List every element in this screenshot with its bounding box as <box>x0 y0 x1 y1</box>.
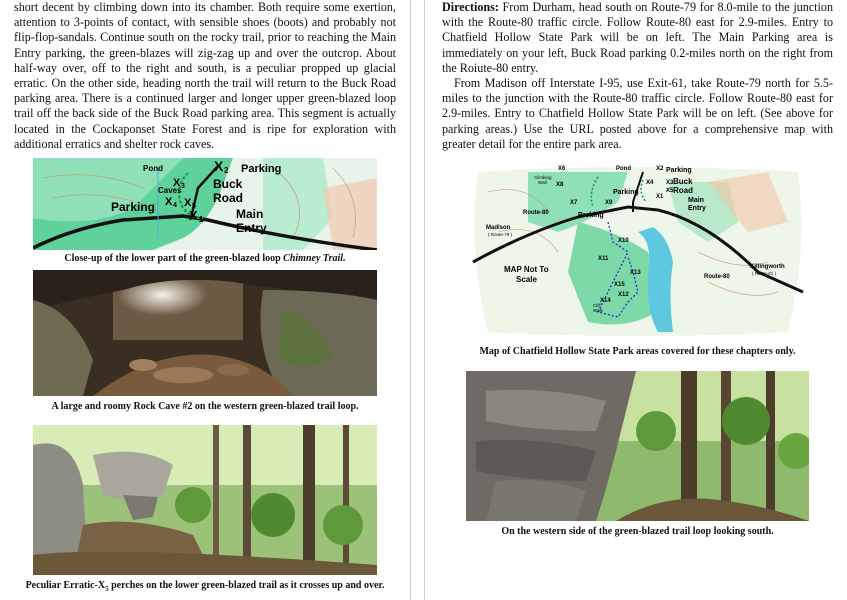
directions-paragraph <box>442 0 833 76</box>
map2-walk-label: Walk <box>592 308 603 314</box>
right-page <box>424 0 847 600</box>
map2-road-label: Road <box>672 186 693 196</box>
map2-cliff-label: Cliff <box>592 303 601 309</box>
erratic-photo <box>33 425 377 575</box>
erratic-caption-prefix: Peculiar Erratic-X <box>25 580 106 592</box>
map2-marker-x3: X3 <box>665 180 673 187</box>
map1-x2-marker: X <box>214 158 224 175</box>
map2-buck-label: Buck <box>672 177 693 187</box>
map1-x3-sub: 3 <box>181 183 185 191</box>
map1-x3-marker: X <box>173 177 181 190</box>
madison-paragraph: From Madison off Interstate I-95, use Exit-61, take Route-79 north for 5.5-miles to the junction with the Route-80 traffic circle. Follow Route-80 east for 2.9-miles. Entry to Chatfield Hollow State Park will be on left. (See above for parking areas.) Use the URL posted above for a comprehensive map with greater detail for the entire park area. <box>442 76 833 151</box>
map1-caption-text: Close-up of the lower part of the green-blazed loop <box>64 253 284 265</box>
map1-entry-label: Entry <box>236 221 267 236</box>
cave-caption: A large and roomy Rock Cave #2 on the western green-blazed trail loop. <box>51 401 359 413</box>
map2-killingworth-label: Killingworth <box>749 264 785 271</box>
erratic-caption-sub: 5 <box>105 585 109 594</box>
map2-marker-x1: X1 <box>655 194 663 201</box>
map1-x1-marker: X <box>189 208 198 224</box>
map2-madison-label: Madison <box>485 225 510 232</box>
map1-main-label: Main <box>236 207 264 222</box>
map2-marker-x12: X12 <box>617 292 629 299</box>
map1-x4-marker: X <box>165 196 173 209</box>
map2-marker-x15: X15 <box>613 282 625 289</box>
map2-route80-left-label: Route-80 <box>522 210 549 217</box>
park-overview-map <box>468 162 808 340</box>
map2-entry-label: Entry <box>687 205 706 213</box>
map2-route81-label: ( Route-81 ) <box>751 271 776 277</box>
map1-parking-top-label: Parking <box>241 163 282 176</box>
map2-pond-label: Pond <box>615 166 631 173</box>
map2-route79-label: ( Route-79 ) <box>487 232 512 238</box>
directions-label: Directions: <box>442 0 499 14</box>
map1-x1-sub: 1 <box>199 215 204 225</box>
page-gutter-left <box>410 0 411 600</box>
map2-scale-label: Scale <box>515 275 537 285</box>
map2-marker-x6: X6 <box>557 166 565 173</box>
map2-marker-x4: X4 <box>645 180 653 187</box>
park-map-caption: Map of Chatfield Hollow State Park areas covered for these chapters only. <box>479 346 796 358</box>
map1-buck-label: Buck <box>213 177 243 192</box>
map2-marker-x10: X10 <box>617 238 629 245</box>
map2-marker-x7: X7 <box>569 200 577 207</box>
map2-parking-top-label: Parking <box>665 167 692 175</box>
western-trail-photo <box>466 371 809 521</box>
map2-marker-x9: X9 <box>604 200 612 207</box>
map2-marker-x2: X2 <box>655 166 663 173</box>
left-body-paragraph: short decent by climbing down into its chamber. Both require some exertion, attention to 3-points of contact, with sensible shoes (boots) and probably not flip-flop-sandals. Continue south on the rocky trail, prior to reaching the Main Entry parking, the green-blazes will zig-zag up and over the outcrop. About half-way over, off to the right and south, is a peculiar propped up glacial erratic. On the other side, heading north the trail will return to the Buck Road parking area. There is a continued larger and longer upper green-blazed loop trail off the back side of the Buck Road parking area. This segment is actually located in the Cockaponset State Forest and is ripe for exploration with additional erratics and shelter rock caves. <box>14 0 396 151</box>
map2-main-label: Main <box>687 197 704 205</box>
map2-not-to-label: MAP Not To <box>503 265 549 275</box>
map2-marker-x5: X5 <box>665 188 673 195</box>
map1-x5-sub: 5 <box>192 203 196 211</box>
map2-climbing-label: Climbing <box>533 175 552 181</box>
rock-cave-photo <box>33 270 377 396</box>
western-photo-caption: On the western side of the green-blazed trail loop looking south. <box>501 526 774 538</box>
map1-caption <box>14 253 396 265</box>
map2-route80-right-label: Route-80 <box>703 274 730 281</box>
left-page <box>0 0 410 600</box>
map2-wall-label: Wall <box>537 180 547 186</box>
map2-parking-label: Parking <box>612 189 639 197</box>
map1-road-label: Road <box>213 191 243 206</box>
map2-marker-x11: X11 <box>597 256 608 263</box>
trail-closeup-map <box>33 158 377 250</box>
map1-x2-sub: 2 <box>224 166 229 176</box>
map2-parking2-label: Parking <box>577 212 604 220</box>
map2-marker-x14: X14 <box>599 298 611 305</box>
erratic-caption-suffix: perches on the lower green-blazed trail as it crosses up and over. <box>108 580 385 592</box>
erratic-caption <box>14 580 396 595</box>
map1-x5-marker: X <box>184 197 192 210</box>
map1-parking-label: Parking <box>111 200 156 215</box>
map1-caves-label: Caves <box>158 186 182 196</box>
directions-text: From Durham, head south on Route-79 for 8.0-mile to the junction with the Route-80 traffic circle. Follow Route-80 east for 2.9-miles. Entry to Chatfield Hollow State Park will be on left. The Main Parking area is immediately on your left, Buck Road parking 0.2-miles north on the right from the Roiute-80 entry. <box>442 0 833 75</box>
map1-pond-label: Pond <box>143 164 163 174</box>
map1-x4-sub: 4 <box>173 202 177 210</box>
map1-caption-italic: Chimney Trail. <box>283 253 346 265</box>
map2-marker-x8: X8 <box>555 182 563 189</box>
map2-marker-x13: X13 <box>629 270 641 277</box>
